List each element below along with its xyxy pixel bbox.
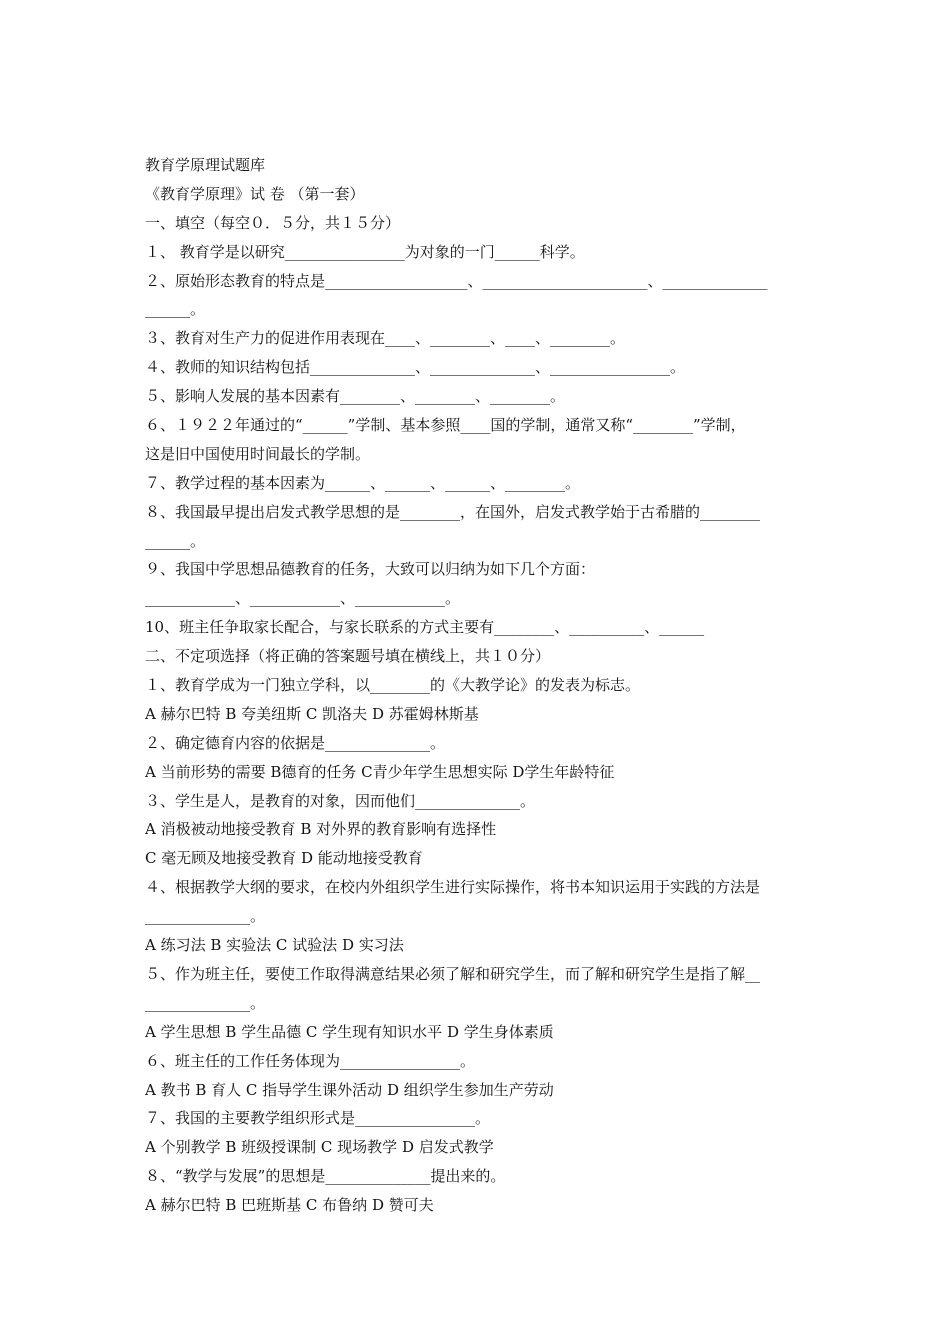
answer-options: A 教书 B 育人 C 指导学生课外活动 D 组织学生参加生产劳动 bbox=[145, 1080, 554, 1099]
question-line: ６、１９２２年通过的“______”学制、基本参照____国的学制，通常又称“________”学制， bbox=[145, 416, 746, 435]
exam-title: 《教育学原理》试 卷 （第一套） bbox=[145, 184, 365, 203]
section-heading-multiple-choice: 二、不定项选择（将正确的答案题号填在横线上，共１０分） bbox=[145, 647, 551, 666]
question-line: ５、作为班主任，要使工作取得满意结果必须了解和研究学生，而了解和研究学生是指了解__ bbox=[145, 964, 761, 983]
answer-options: C 毫无顾及地接受教育 D 能动地接受教育 bbox=[145, 849, 423, 868]
answer-options: A 赫尔巴特 B 夸美纽斯 C 凯洛夫 D 苏霍姆林斯基 bbox=[145, 704, 479, 723]
question-continuation: ____________、____________、____________。 bbox=[145, 589, 461, 608]
question-line: ８、“教学与发展”的思想是______________提出来的。 bbox=[145, 1167, 506, 1186]
answer-options: A 当前形势的需要 B德育的任务 C青少年学生思想实际 D学生年龄特征 bbox=[145, 762, 615, 781]
answer-options: A 赫尔巴特 B 巴班斯基 C 布鲁纳 D 赞可夫 bbox=[145, 1196, 434, 1215]
question-line: ４、教师的知识结构包括______________、______________、________________。 bbox=[145, 358, 686, 377]
question-continuation: ______________。 bbox=[145, 993, 266, 1012]
answer-options: A 个别教学 B 班级授课制 C 现场教学 D 启发式教学 bbox=[145, 1138, 494, 1157]
question-line: ６、班主任的工作任务体现为________________。 bbox=[145, 1051, 476, 1070]
question-line: １、教育学成为一门独立学科，以________的《大教学论》的发表为标志。 bbox=[145, 676, 641, 695]
question-line: ４、根据教学大纲的要求，在校内外组织学生进行实际操作，将书本知识运用于实践的方法是 bbox=[145, 878, 761, 897]
question-line: 10、班主任争取家长配合，与家长联系的方式主要有________、__________、______ bbox=[145, 618, 705, 637]
question-line: ２、原始形态教育的特点是___________________、______________________、______________ bbox=[145, 271, 768, 290]
question-continuation: 这是旧中国使用时间最长的学制。 bbox=[145, 444, 371, 463]
question-line: ２、确定德育内容的依据是______________。 bbox=[145, 733, 446, 752]
question-line: ５、影响人发展的基本因素有________、________、________。 bbox=[145, 387, 566, 406]
answer-options: A 练习法 B 实验法 C 试验法 D 实习法 bbox=[145, 936, 404, 955]
question-line: ７、我国的主要教学组织形式是________________。 bbox=[145, 1109, 491, 1128]
question-continuation: ______。 bbox=[145, 531, 206, 550]
question-continuation: ______________。 bbox=[145, 907, 266, 926]
answer-options: A 消极被动地接受教育 B 对外界的教育影响有选择性 bbox=[145, 820, 497, 839]
question-line: ３、学生是人，是教育的对象，因而他们______________。 bbox=[145, 791, 536, 810]
question-line: １、 教育学是以研究________________为对象的一门______科学。 bbox=[145, 242, 585, 261]
document-page bbox=[145, 151, 835, 1220]
question-line: ９、我国中学思想品德教育的任务，大致可以归纳为如下几个方面： bbox=[145, 560, 596, 579]
question-line: ３、教育对生产力的促进作用表现在____、________、____、________。 bbox=[145, 329, 626, 348]
question-line: ７、教学过程的基本因素为______、______、______、________。 bbox=[145, 473, 581, 492]
doc-title: 教育学原理试题库 bbox=[145, 156, 266, 174]
question-line: ８、我国最早提出启发式教学思想的是________，在国外，启发式教学始于古希腊的________ bbox=[145, 502, 761, 521]
section-heading-fill-blank: 一、填空（每空０．５分，共１５分） bbox=[145, 213, 401, 232]
question-continuation: ______。 bbox=[145, 300, 206, 319]
answer-options: A 学生思想 B 学生品德 C 学生现有知识水平 D 学生身体素质 bbox=[145, 1022, 554, 1041]
